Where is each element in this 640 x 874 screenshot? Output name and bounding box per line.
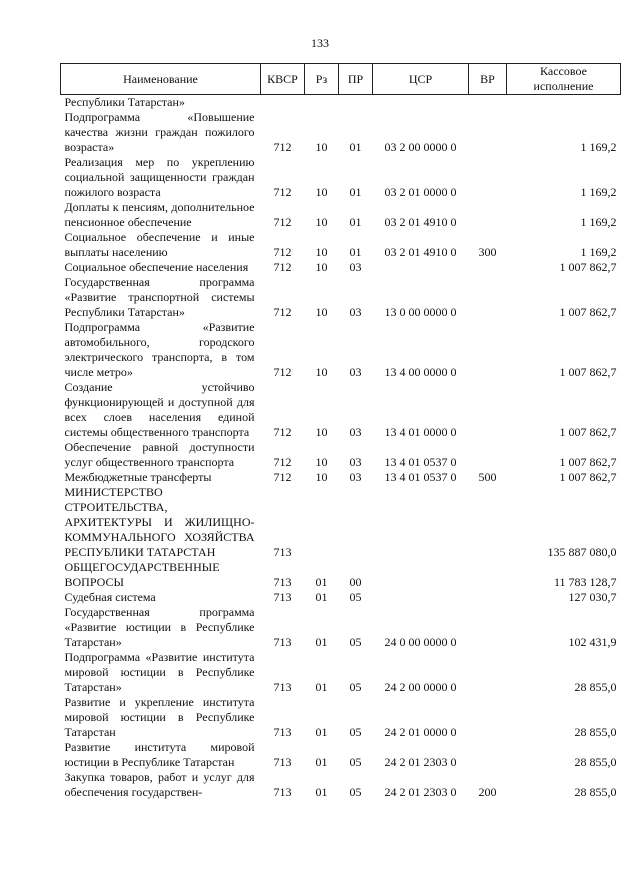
cell-csr: 24 2 01 2303 0 (384, 785, 457, 799)
cell-csr: 03 2 01 0000 0 (384, 185, 457, 199)
cell-name: Государственная программа «Развитие транспортной системы Республики Татарстан» (64, 275, 255, 319)
cell-kvsr: 712 (273, 185, 292, 199)
cell-sum: 28 855,0 (574, 725, 617, 739)
cell-pr (339, 485, 373, 560)
table-row (61, 470, 621, 485)
cell-pr: 03 (349, 425, 362, 439)
cell-csr: 13 4 00 0000 0 (384, 365, 457, 379)
cell-name: Подпрограмма «Повышение качества жизни граждан пожилого возраста» (64, 110, 255, 154)
cell-name: Обеспечение равной доступности услуг общественного транспорта (64, 440, 255, 469)
cell-vr (469, 740, 507, 770)
cell-vr (469, 380, 507, 440)
header-sum: Кассовое исполнение (507, 64, 621, 95)
cell-name: Доплаты к пенсиям, дополнительное пенсионное обеспечение (64, 200, 255, 229)
cell-sum: 1 007 862,7 (559, 260, 617, 274)
table-row (61, 95, 621, 111)
table-row (61, 260, 621, 275)
table-row (61, 560, 621, 590)
cell-sum: 1 007 862,7 (559, 470, 617, 484)
cell-csr: 03 2 01 4910 0 (384, 215, 457, 229)
cell-vr (469, 110, 507, 155)
cell-sum: 1 007 862,7 (559, 305, 617, 319)
cell-vr: 500 (478, 470, 497, 484)
cell-name: Социальное обеспечение населения (64, 260, 249, 274)
cell-sum: 11 783 128,7 (553, 575, 617, 589)
cell-csr: 03 2 00 0000 0 (384, 140, 457, 154)
cell-csr: 24 2 01 0000 0 (384, 725, 457, 739)
table-row (61, 320, 621, 380)
cell-kvsr (261, 95, 305, 111)
cell-csr: 24 2 00 0000 0 (384, 680, 457, 694)
cell-rz: 01 (315, 575, 328, 589)
cell-pr: 03 (349, 305, 362, 319)
cell-name: Судебная система (64, 590, 156, 604)
cell-pr: 03 (349, 470, 362, 484)
cell-sum (507, 95, 621, 111)
cell-kvsr: 712 (273, 215, 292, 229)
cell-rz: 10 (315, 470, 328, 484)
table-row (61, 605, 621, 650)
cell-pr: 05 (349, 725, 362, 739)
cell-vr: 300 (478, 245, 497, 259)
cell-name: Подпрограмма «Развитие автомобильного, городского электрического транспорта, в том числе метро» (64, 320, 255, 379)
cell-rz: 01 (315, 680, 328, 694)
table-row (61, 770, 621, 800)
table-row (61, 200, 621, 230)
table-row (61, 650, 621, 695)
cell-name: Республики Татарстан» (64, 95, 185, 109)
table-row (61, 695, 621, 740)
cell-rz: 10 (315, 185, 328, 199)
table-row (61, 740, 621, 770)
table-row (61, 380, 621, 440)
cell-rz: 01 (315, 725, 328, 739)
cell-vr (469, 275, 507, 320)
cell-name: МИНИСТЕРСТВО СТРОИТЕЛЬСТВА, АРХИТЕКТУРЫ И ЖИЛИЩНО-КОММУНАЛЬНОГО ХОЗЯЙСТВА РЕСПУБЛИКИ ТАТАРСТАН (64, 485, 255, 559)
cell-name: Создание устойчиво функционирующей и доступной для всех слоев населения единой системы общественного транспорта (64, 380, 255, 439)
cell-vr (469, 605, 507, 650)
cell-rz: 10 (315, 140, 328, 154)
table-row (61, 155, 621, 200)
cell-sum: 1 169,2 (580, 245, 617, 259)
cell-vr (469, 200, 507, 230)
table-row (61, 440, 621, 470)
cell-sum: 1 007 862,7 (559, 365, 617, 379)
cell-pr: 05 (349, 635, 362, 649)
cell-sum: 135 887 080,0 (547, 545, 617, 559)
cell-kvsr: 712 (273, 245, 292, 259)
cell-kvsr: 712 (273, 260, 292, 274)
cell-name: Реализация мер по укреплению социальной защищенности граждан пожилого возраста (64, 155, 255, 199)
cell-pr: 05 (349, 785, 362, 799)
cell-vr (469, 320, 507, 380)
table-row (61, 485, 621, 560)
cell-pr: 01 (349, 215, 362, 229)
cell-rz: 01 (315, 785, 328, 799)
cell-rz: 10 (315, 305, 328, 319)
cell-vr (469, 95, 507, 111)
cell-vr (469, 695, 507, 740)
table-row (61, 590, 621, 605)
cell-sum: 1 169,2 (580, 215, 617, 229)
cell-csr (373, 560, 469, 590)
cell-sum: 127 030,7 (568, 590, 617, 604)
page-number: 133 (311, 36, 329, 50)
cell-kvsr: 712 (273, 470, 292, 484)
cell-sum: 1 007 862,7 (559, 455, 617, 469)
cell-sum: 28 855,0 (574, 785, 617, 799)
cell-csr: 24 0 00 0000 0 (384, 635, 457, 649)
cell-rz (305, 95, 339, 111)
cell-name: Межбюджетные трансферты (64, 470, 212, 484)
table-header-row (61, 64, 621, 95)
cell-rz (305, 485, 339, 560)
cell-csr: 24 2 01 2303 0 (384, 755, 457, 769)
cell-pr: 03 (349, 365, 362, 379)
header-kvsr: КВСР (261, 64, 305, 95)
cell-pr: 00 (349, 575, 362, 589)
cell-pr: 01 (349, 140, 362, 154)
cell-pr: 01 (349, 245, 362, 259)
cell-sum: 1 007 862,7 (559, 425, 617, 439)
cell-pr: 03 (349, 260, 362, 274)
cell-rz: 10 (315, 245, 328, 259)
cell-rz: 01 (315, 590, 328, 604)
cell-sum: 102 431,9 (568, 635, 617, 649)
cell-csr (373, 260, 469, 275)
cell-sum: 28 855,0 (574, 755, 617, 769)
cell-sum: 1 169,2 (580, 185, 617, 199)
cell-pr: 05 (349, 755, 362, 769)
table-row (61, 275, 621, 320)
cell-csr: 13 4 01 0537 0 (384, 470, 457, 484)
cell-kvsr: 713 (273, 545, 292, 559)
cell-pr: 01 (349, 185, 362, 199)
cell-vr (469, 155, 507, 200)
cell-vr: 200 (478, 785, 497, 799)
cell-kvsr: 713 (273, 635, 292, 649)
cell-name: Государственная программа «Развитие юстиции в Республике Татарстан» (64, 605, 255, 649)
header-rz: Рз (305, 64, 339, 95)
cell-csr: 03 2 01 4910 0 (384, 245, 457, 259)
cell-vr (469, 590, 507, 605)
cell-kvsr: 712 (273, 365, 292, 379)
cell-kvsr: 713 (273, 590, 292, 604)
cell-sum: 28 855,0 (574, 680, 617, 694)
cell-rz: 10 (315, 215, 328, 229)
cell-rz: 10 (315, 365, 328, 379)
cell-name: Развитие института мировой юстиции в Республике Татарстан (64, 740, 255, 769)
cell-kvsr: 712 (273, 425, 292, 439)
cell-kvsr: 712 (273, 455, 292, 469)
cell-csr (373, 95, 469, 111)
budget-table (60, 63, 621, 800)
cell-name: Развитие и укрепление института мировой юстиции в Республике Татарстан (64, 695, 255, 739)
cell-name: Социальное обеспечение и иные выплаты населению (64, 230, 255, 259)
cell-csr (373, 590, 469, 605)
cell-pr: 05 (349, 590, 362, 604)
cell-kvsr: 713 (273, 785, 292, 799)
cell-rz: 10 (315, 455, 328, 469)
header-name: Наименование (61, 64, 261, 95)
cell-kvsr: 713 (273, 575, 292, 589)
cell-rz: 01 (315, 635, 328, 649)
cell-csr: 13 4 01 0000 0 (384, 425, 457, 439)
cell-vr (469, 485, 507, 560)
cell-csr: 13 0 00 0000 0 (384, 305, 457, 319)
table-row (61, 230, 621, 260)
cell-kvsr: 712 (273, 305, 292, 319)
cell-csr (373, 485, 469, 560)
cell-kvsr: 713 (273, 680, 292, 694)
cell-sum: 1 169,2 (580, 140, 617, 154)
cell-rz: 10 (315, 425, 328, 439)
cell-kvsr: 713 (273, 755, 292, 769)
header-vr: ВР (469, 64, 507, 95)
cell-name: ОБЩЕГОСУДАРСТВЕННЫЕ ВОПРОСЫ (64, 560, 220, 589)
cell-pr: 05 (349, 680, 362, 694)
header-pr: ПР (339, 64, 373, 95)
cell-csr: 13 4 01 0537 0 (384, 455, 457, 469)
cell-kvsr: 713 (273, 725, 292, 739)
cell-vr (469, 560, 507, 590)
table-row (61, 110, 621, 155)
cell-vr (469, 650, 507, 695)
cell-name: Подпрограмма «Развитие института мировой юстиции в Республике Татарстан» (64, 650, 255, 694)
cell-pr: 03 (349, 455, 362, 469)
cell-rz: 01 (315, 755, 328, 769)
cell-pr (339, 95, 373, 111)
cell-name: Закупка товаров, работ и услуг для обеспечения государствен- (64, 770, 255, 799)
cell-vr (469, 440, 507, 470)
cell-vr (469, 260, 507, 275)
cell-kvsr: 712 (273, 140, 292, 154)
cell-rz: 10 (315, 260, 328, 274)
header-csr: ЦСР (373, 64, 469, 95)
